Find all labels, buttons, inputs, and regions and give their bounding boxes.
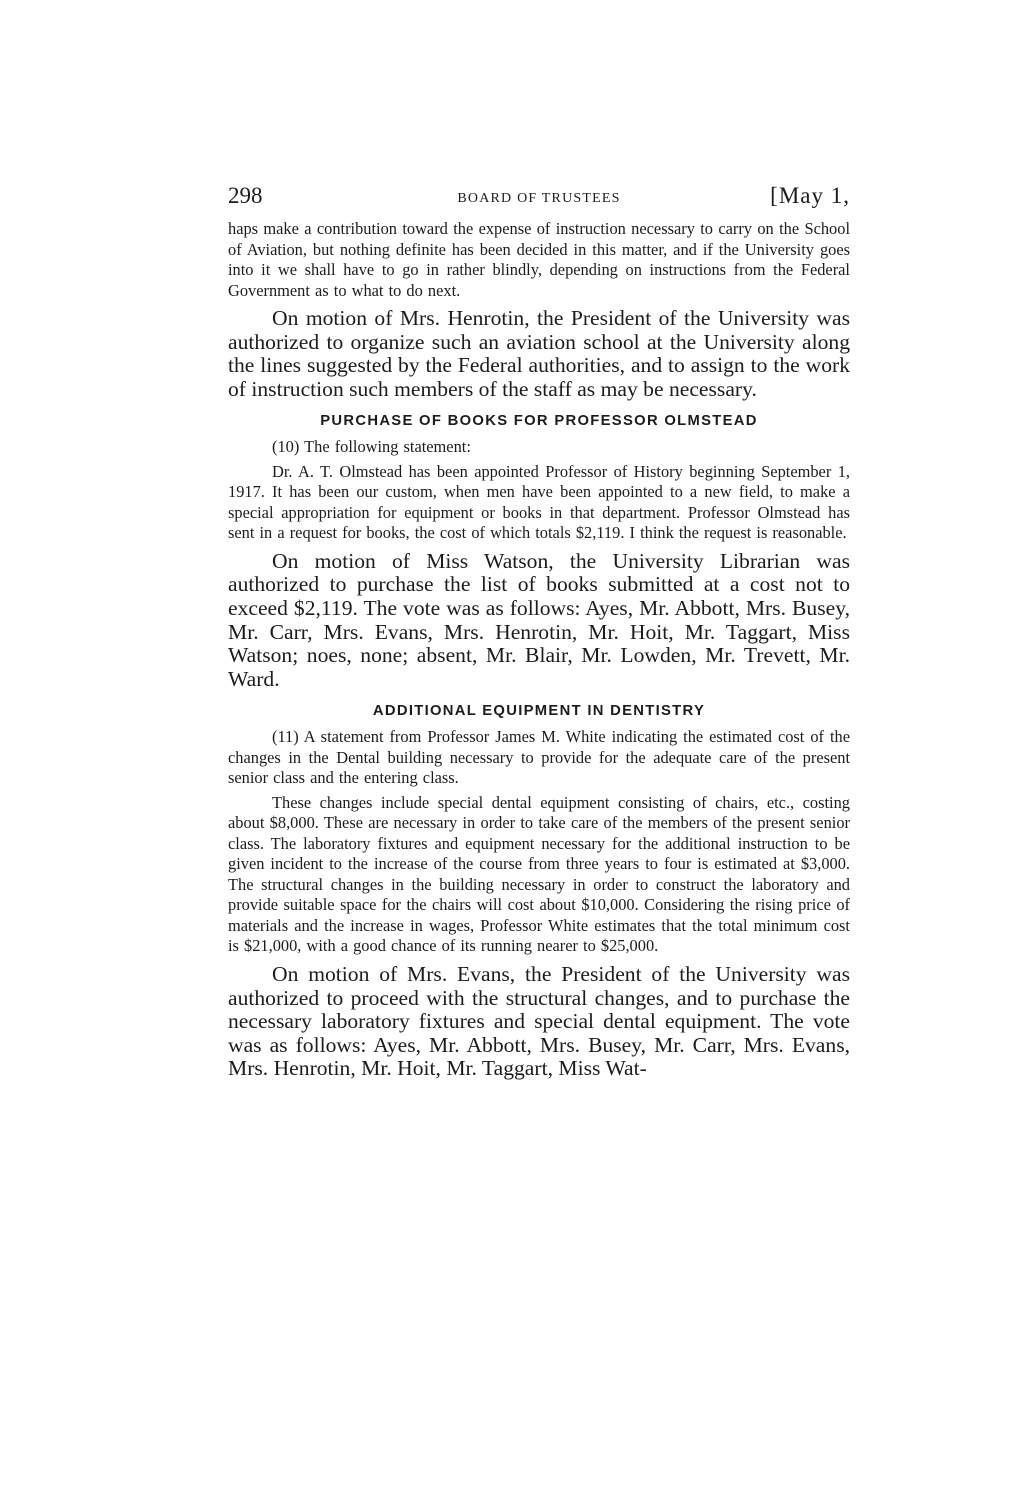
item-11-statement: (11) A statement from Professor James M. White indicating the estimated cost of the changes in the Dental building necessary to provide for the adequate care of the present senior class and the entering class. <box>228 727 850 788</box>
running-header <box>228 183 850 219</box>
item-10-intro: (10) The following statement: <box>272 437 471 457</box>
section-heading-dentistry: ADDITIONAL EQUIPMENT IN DENTISTRY <box>372 703 706 720</box>
running-title: BOARD OF TRUSTEES <box>457 191 621 206</box>
document-page <box>228 183 850 1081</box>
motion-books-purchase: On motion of Miss Watson, the University Librarian was authorized to purchase the list of books submitted at a cost not to exceed $2,119. The vote was as follows: Ayes, Mr. Abbott, Mrs. Busey, Mr. Carr, Mrs. Evans, Mrs. Henrotin, Mr. Hoit, Mr. Taggart, Miss Watson; noes, none; absent, Mr. Blair, Mr. Lowden, Mr. Trevett, Mr. Ward. <box>228 548 850 691</box>
motion-dental-equipment: On motion of Mrs. Evans, the President of the University was authorized to proceed with the structural changes, and to purchase the necessary laboratory fixtures and special dental equipment. The vote was as follows: Ayes, Mr. Abbott, Mrs. Busey, Mr. Carr, Mrs. Evans, Mrs. Henrotin, Mr. Hoit, Mr. Taggart, Miss Wat- <box>228 961 850 1081</box>
olmstead-statement: Dr. A. T. Olmstead has been appointed Professor of History beginning September 1, 1917. It has been our custom, when men have been appointed to a new field, to make a special appropriation for equipment or books in that department. Professor Olmstead has sent in a request for books, the cost of which totals $2,119. I think the request is reasonable. <box>228 461 850 543</box>
motion-aviation-school: On motion of Mrs. Henrotin, the President of the University was authorized to organize such an aviation school at the University along the lines suggested by the Federal authorities, and to assign to the work of instruction such members of the staff as may be necessary. <box>228 306 850 401</box>
page-number: 298 <box>228 183 263 208</box>
paragraph-continued: haps make a contribution toward the expense of instruction necessary to carry on the School of Aviation, but nothing definite has been decided in this matter, and if the University goes into it we shall have to go in rather blindly, depending on instructions from the Federal Government as to what to do next. <box>228 219 850 300</box>
running-date: [May 1, <box>770 183 850 208</box>
dental-changes-detail: These changes include special dental equipment consisting of chairs, etc., costing about $8,000. These are necessary in order to take care of the members of the present senior class. The laboratory fixtures and equipment necessary for the additional instruction to be given incident to the increase of the course from three years to four is estimated at $3,000. The structural changes in the building necessary in order to construct the laboratory and provide suitable space for the chairs will cost about $10,000. Considering the rising price of materials and the increase in wages, Professor White estimates that the total minimum cost is $21,000, with a good chance of its running nearer to $25,000. <box>228 792 850 956</box>
section-heading-books: PURCHASE OF BOOKS FOR PROFESSOR OLMSTEAD <box>320 413 758 430</box>
